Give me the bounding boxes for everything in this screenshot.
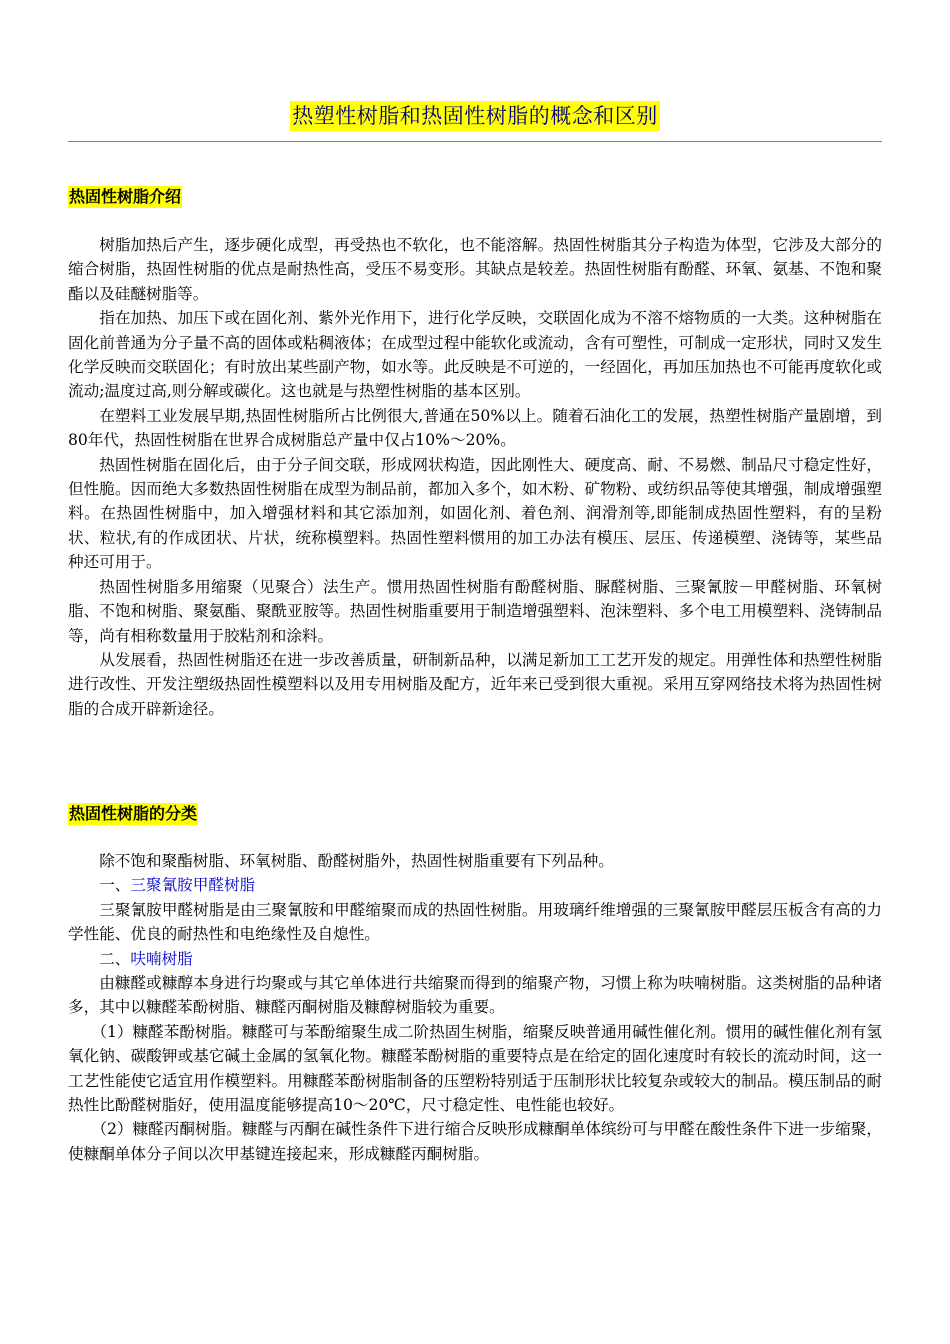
document-title: 热塑性树脂和热固性树脂的概念和区别 bbox=[290, 101, 660, 131]
section-classification-body bbox=[68, 849, 882, 1166]
subheading-furan: 二、呋喃树脂 bbox=[99, 949, 193, 968]
section-intro-body bbox=[68, 233, 882, 721]
subheading-melamine: 一、三聚氰胺甲醛树脂 bbox=[99, 876, 256, 895]
section-heading-intro: 热固性树脂介绍 bbox=[69, 187, 182, 206]
paragraph: 三聚氰胺甲醛树脂是由三聚氰胺和甲醛缩聚而成的热固性树脂。用玻璃纤维增强的三聚氰胺甲醛层压板含有高的力学性能、优良的耐热性和电绝缘性及自熄性。 bbox=[68, 900, 882, 944]
title-wrap bbox=[68, 101, 882, 131]
paragraph: 由糠醛或糠醇本身进行均聚或与其它单体进行共缩聚而得到的缩聚产物，习惯上称为呋喃树脂。这类树脂的品种诸多，其中以糠醛苯酚树脂、糠醛丙酮树脂及糠醇树脂较为重要。 bbox=[68, 974, 882, 1017]
paragraph: 除不饱和聚酯树脂、环氧树脂、酚醛树脂外，热固性树脂重要有下列品种。 bbox=[99, 852, 614, 870]
section-heading-classification: 热固性树脂的分类 bbox=[69, 804, 198, 823]
paragraph: 热固性树脂多用缩聚（见聚合）法生产。惯用热固性树脂有酚醛树脂、脲醛树脂、三聚氰胺－甲醛树脂、环氧树脂、不饱和树脂、聚氨酯、聚酰亚胺等。热固性树脂重要用于制造增强塑料、泡沫塑料、多个电工用模塑料、浇铸制品等，尚有相称数量用于胶粘剂和涂料。 bbox=[68, 577, 882, 645]
paragraph: 热固性树脂在固化后，由于分子间交联，形成网状构造，因此刚性大、硬度高、耐、不易燃、制品尺寸稳定性好，但性脆。因而绝大多数热固性树脂在成型为制品前，都加入多个，如木粉、矿物粉、或纺织品等使其增强，制成增强塑料。在热固性树脂中，加入增强材料和其它添加剂，如固化剂、着色剂、润滑剂等,即能制成热固性塑料，有的呈粉状、粒状,有的作成团状、片状，统称模塑料。热固性塑料惯用的加工办法有模压、层压、传递模塑、浇铸等，某些品种还可用于。 bbox=[68, 455, 882, 572]
paragraph: 树脂加热后产生，逐步硬化成型，再受热也不软化，也不能溶解。热固性树脂其分子构造为体型，它涉及大部分的缩合树脂，热固性树脂的优点是耐热性高，受压不易变形。其缺点是较差。热固性树脂有酚醛、环氧、氨基、不饱和聚酯以及硅醚树脂等。 bbox=[68, 236, 882, 303]
paragraph: 在塑料工业发展早期,热固性树脂所占比例很大,普通在50%以上。随着石油化工的发展，热塑性树脂产量剧增，到80年代，热固性树脂在世界合成树脂总产量中仅占10%～20%。 bbox=[68, 406, 882, 450]
paragraph: （2）糠醛丙酮树脂。糠醛与丙酮在碱性条件下进行缩合反映形成糠酮单体缤纷可与甲醛在酸性条件下进一步缩聚，使糠酮单体分子间以次甲基键连接起来，形成糠醛丙酮树脂。 bbox=[68, 1120, 882, 1163]
subheading-furan-title: 呋喃树脂 bbox=[130, 949, 193, 968]
subheading-melamine-title: 三聚氰胺甲醛树脂 bbox=[130, 876, 256, 895]
paragraph: 从发展看，热固性树脂还在进一步改善质量，研制新品种，以满足新加工工艺开发的规定。用弹性体和热塑性树脂进行改性、开发注塑级热固性模塑料以及用专用树脂及配方，近年来已受到很大重视。采用互穿网络技术将为热固性树脂的合成开辟新途径。 bbox=[68, 650, 882, 718]
paragraph: 指在加热、加压下或在固化剂、紫外光作用下，进行化学反映，交联固化成为不溶不熔物质的一大类。这种树脂在固化前普通为分子量不高的固体或粘稠液体；在成型过程中能软化或流动，含有可塑性，可制成一定形状，同时又发生化学反映而交联固化；有时放出某些副产物，如水等。此反映是不可逆的，一经固化，再加压加热也不可能再度软化或流动;温度过高,则分解或碳化。这也就是与热塑性树脂的基本区别。 bbox=[68, 309, 882, 401]
title-divider bbox=[68, 141, 882, 142]
paragraph: （1）糠醛苯酚树脂。糠醛可与苯酚缩聚生成二阶热固生树脂，缩聚反映普通用碱性催化剂。惯用的碱性催化剂有氢氧化钠、碳酸钾或基它碱土金属的氢氧化物。糠醛苯酚树脂的重要特点是在给定的固化速度时有较长的流动时间，这一工艺性能使它适宜用作模塑料。用糠醛苯酚树脂制备的压塑粉特别适于压制形状比较复杂或较大的制品。模压制品的耐热性比酚醛树脂好，使用温度能够提高10～20℃，尺寸稳定性、电性能也较好。 bbox=[68, 1022, 882, 1115]
